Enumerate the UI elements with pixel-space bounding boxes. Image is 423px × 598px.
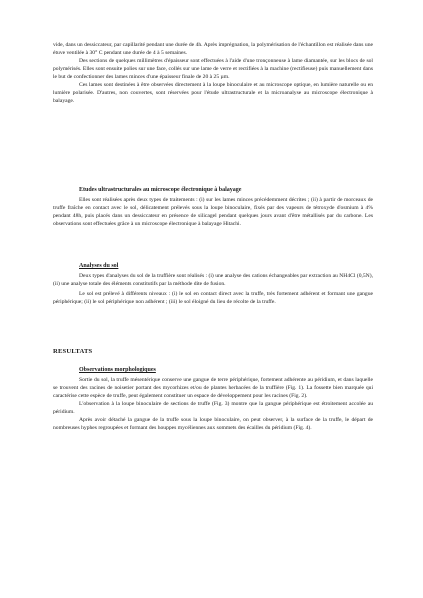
text-block-ultrastructural — [53, 196, 373, 228]
heading-soil-analyses: Analyses du sol — [79, 263, 119, 269]
paragraph: Le sol est prélevé à différents niveaux : (i) le sol en contact direct avec la truffe, très fortement adhérent et formant une gangue périphérique; (ii) le sol périphérique non adhérent ; (iii) le sol éloigné du lieu de récolte de la truffe. — [53, 291, 373, 305]
section-title-results: RESULTATS — [53, 348, 93, 355]
text-block-methods — [53, 41, 373, 105]
paragraph: Deux types d'analyses du sol de la truffière sont réalisés : (i) une analyse des cations échangeables par extraction au NH4Cl (0,5N), (ii) une analyse totale des éléments constitutifs par la méthode dite de fusion. — [53, 273, 373, 287]
paragraph: vide, dans un dessiccateur, par capillarité pendant une durée de 4h. Après imprégnation, la polymérisation de l'échantillon est réalisée dans une étuve ventilée à 30° C pendant une durée de 4 à 5 semaines. — [53, 42, 373, 56]
paragraph: Des sections de quelques millimètres d'épaisseur sont effectuées à l'aide d'une tronçonneuse à lame diamantée, sur les blocs de sol polymérisés. Elles sont ensuite polies sur une face, collés sur une lame de verre et rectifiées à la machine (rectifieuse) puis manuellement dans le but de confectionner des lames minces d'une épaisseur finale de 20 à 25 µm. — [53, 58, 373, 80]
paragraph: Sortie du sol, la truffe mésentérique conserve une gangue de terre périphérique, fortement adhérente au péridium, et dans laquelle se trouvent des racines de noisetier portant des mycorhizes et/ou de plantes herbacées de la truffière (Fig. 1). La fossette bien marquée qui caractérise cette espèce de truffe, peut également constituer un espace de développement pour les racines (Fig. 2). — [53, 377, 373, 399]
heading-morphological-observations: Observations morphologiques — [79, 367, 156, 373]
heading-ultrastructural: Etudes ultrastructurales au microscope électronique à balayage — [79, 187, 242, 193]
paragraph: Ces lames sont destinées à être observées directement à la loupe binoculaire et au microscope optique, en lumière naturelle ou en lumière polarisée. D'autres, non couvertes, sont réservées pour l'étude ultrastructurale et la microanalyse au microscope électronique à balayage. — [53, 82, 373, 104]
text-block-soil-analyses — [53, 272, 373, 306]
text-block-results — [53, 376, 373, 432]
paragraph: L'observation à la loupe binoculaire de sections de truffe (Fig. 3) montre que la gangue périphérique est étroitement accolée au péridium. — [53, 401, 373, 415]
paragraph: Elles sont réalisées après deux types de traitements : (i) sur les lames minces précédemment décrites ; (ii) à partir de morceaux de truffe fraîche en contact avec le sol, délicatement prélevés sous la loupe binoculaire, fixés par des vapeurs de tétroxyde d'osmium à 4% pendant 48h, puis placés dans un dessiccateur en présence de silicagel pendant quelques jours avant d'être métallisés par du carbone. Les observations sont effectuées grâce à un microscope électronique à balayage Hitachi. — [53, 197, 373, 227]
paragraph: Après avoir détaché la gangue de la truffe sous la loupe binoculaire, on peut observer, à la surface de la truffe, le départ de nombreuses hyphes regroupées et formant des houppes mycéliennes aux sommets des écailles du péridium (Fig. 4). — [53, 417, 373, 431]
